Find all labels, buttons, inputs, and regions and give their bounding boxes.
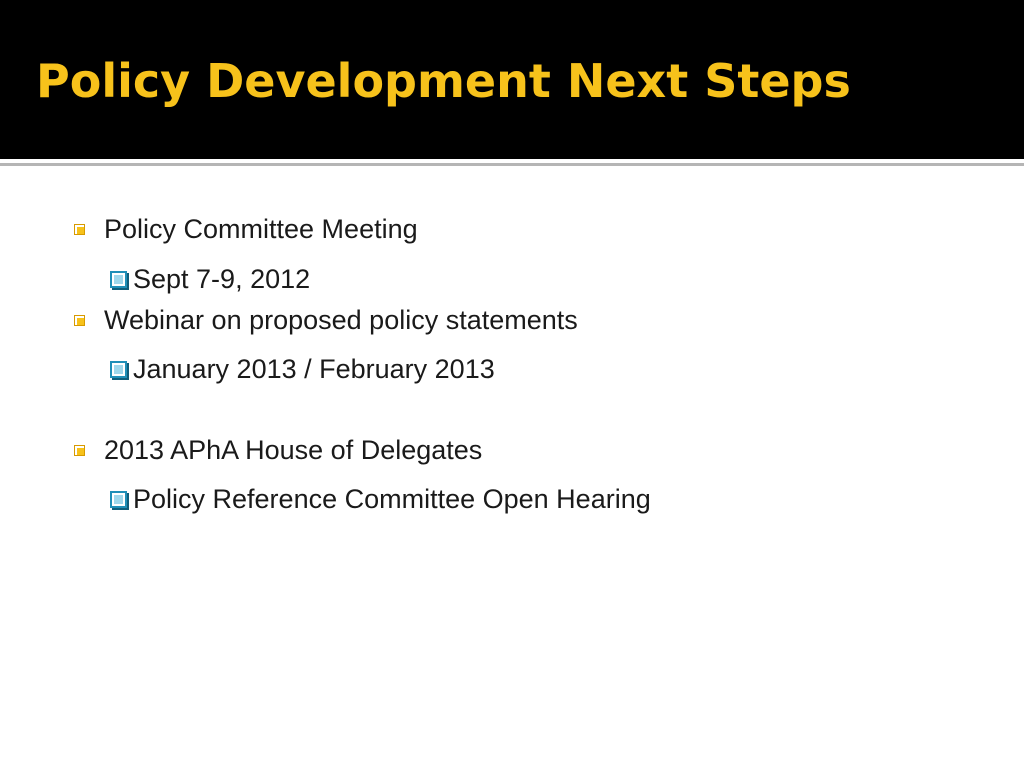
bullet-item — [74, 437, 482, 464]
sub-bullet-item — [110, 266, 310, 293]
sub-bullet-text: Sept 7-9, 2012 — [133, 264, 311, 294]
square-bullet-icon — [110, 361, 127, 378]
square-bullet-icon — [74, 315, 85, 326]
bullet-text: 2013 APhA House of Delegates — [104, 435, 483, 465]
slide-title: Policy Development Next Steps — [36, 54, 851, 108]
bullet-text: Policy Committee Meeting — [104, 214, 418, 244]
sub-bullet-text: Policy Reference Committee Open Hearing — [133, 484, 651, 514]
sub-bullet-text: January 2013 / February 2013 — [133, 354, 495, 384]
bullet-item — [74, 216, 418, 243]
square-bullet-icon — [110, 271, 127, 288]
sub-bullet-item — [110, 356, 495, 383]
square-bullet-icon — [74, 445, 85, 456]
sub-bullet-item — [110, 486, 651, 513]
bullet-text: Webinar on proposed policy statements — [104, 305, 578, 335]
bullet-item — [74, 307, 578, 334]
square-bullet-icon — [110, 491, 127, 508]
square-bullet-icon — [74, 224, 85, 235]
